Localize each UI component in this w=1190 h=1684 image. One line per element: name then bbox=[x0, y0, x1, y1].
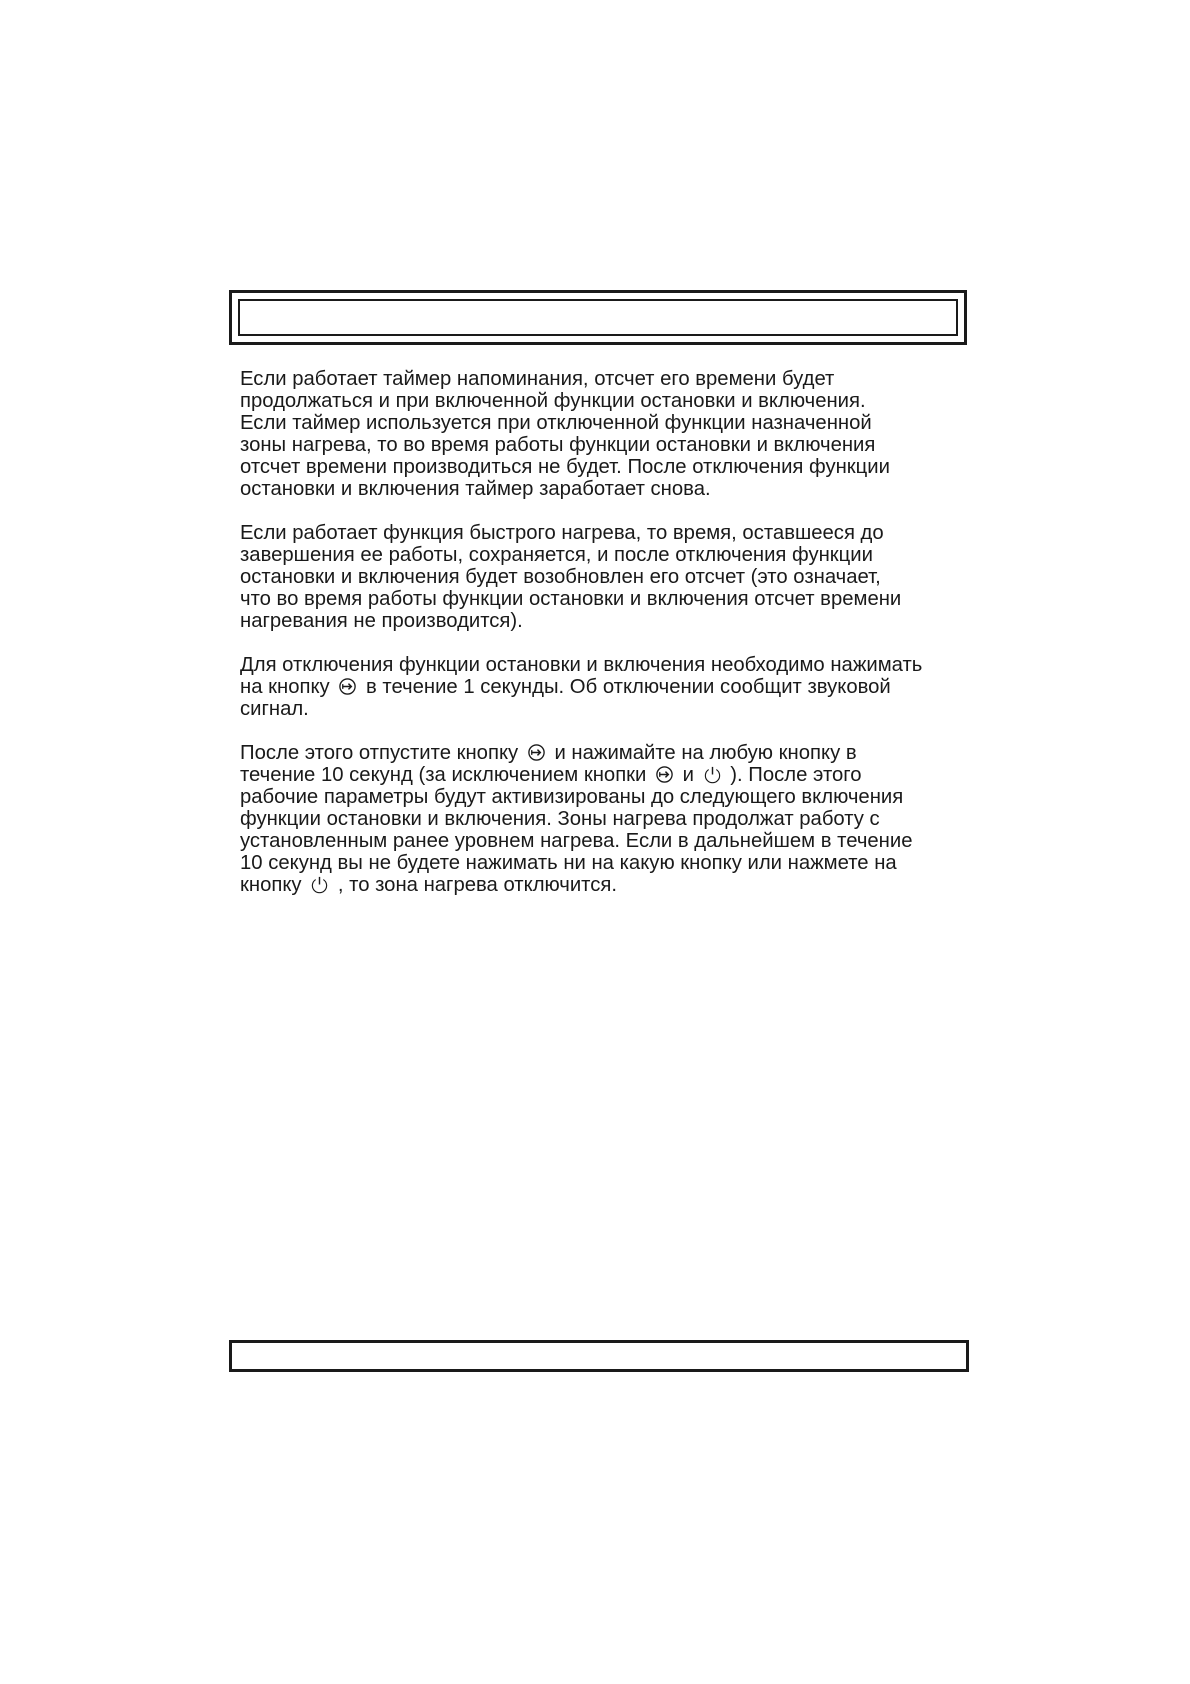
paragraph-disable bbox=[240, 654, 970, 720]
text-line: остановки и включения таймер заработает снова. bbox=[240, 478, 711, 500]
text-line: Для отключения функции остановки и включения необходимо нажимать bbox=[240, 654, 923, 676]
text-line bbox=[240, 742, 970, 764]
text-fragment: течение 10 секунд (за исключением кнопки bbox=[240, 764, 653, 786]
text-line: Если работает таймер напоминания, отсчет его времени будет bbox=[240, 368, 835, 390]
text-line: 10 секунд вы не будете нажимать ни на какую кнопку или нажмете на bbox=[240, 852, 897, 874]
text-fragment: ). После этого bbox=[730, 764, 862, 786]
text-line: отсчет времени производиться не будет. После отключения функции bbox=[240, 456, 890, 478]
text-line: Если работает функция быстрого нагрева, то время, оставшееся до bbox=[240, 522, 884, 544]
text-line bbox=[240, 764, 970, 786]
power-icon bbox=[310, 875, 329, 894]
text-line bbox=[240, 874, 970, 896]
power-icon bbox=[703, 765, 722, 784]
stop-go-icon bbox=[527, 743, 546, 762]
text-fragment: и bbox=[682, 764, 700, 786]
text-line: Если таймер используется при отключенной функции назначенной bbox=[240, 412, 872, 434]
text-line bbox=[240, 676, 970, 698]
footer-frame bbox=[229, 1340, 969, 1372]
header-frame-inner bbox=[238, 299, 958, 336]
header-frame bbox=[229, 290, 967, 345]
text-line: функции остановки и включения. Зоны нагрева продолжат работу с bbox=[240, 808, 880, 830]
text-line: что во время работы функции остановки и включения отсчет времени bbox=[240, 588, 902, 610]
text-fragment: в течение 1 секунды. Об отключении сообщит звуковой bbox=[365, 676, 891, 698]
paragraph-timer bbox=[240, 368, 970, 500]
text-line: установленным ранее уровнем нагрева. Если в дальнейшем в течение bbox=[240, 830, 913, 852]
text-line: зоны нагрева, то во время работы функции остановки и включения bbox=[240, 434, 876, 456]
text-fragment: , то зона нагрева отключится. bbox=[337, 874, 618, 896]
text-line: остановки и включения будет возобновлен его отсчет (это означает, bbox=[240, 566, 881, 588]
instruction-text bbox=[240, 368, 970, 918]
paragraph-after bbox=[240, 742, 970, 896]
text-fragment: кнопку bbox=[240, 874, 308, 896]
text-fragment: и нажимайте на любую кнопку в bbox=[554, 742, 857, 764]
text-line: нагревания не производится). bbox=[240, 610, 523, 632]
text-fragment: на кнопку bbox=[240, 676, 336, 698]
text-line: рабочие параметры будут активизированы до следующего включения bbox=[240, 786, 904, 808]
text-line: продолжаться и при включенной функции остановки и включения. bbox=[240, 390, 866, 412]
text-line: завершения ее работы, сохраняется, и после отключения функции bbox=[240, 544, 873, 566]
stop-go-icon bbox=[655, 765, 674, 784]
text-fragment: После этого отпустите кнопку bbox=[240, 742, 524, 764]
text-line: сигнал. bbox=[240, 698, 309, 720]
stop-go-icon bbox=[338, 677, 357, 696]
paragraph-fast-heat bbox=[240, 522, 970, 632]
